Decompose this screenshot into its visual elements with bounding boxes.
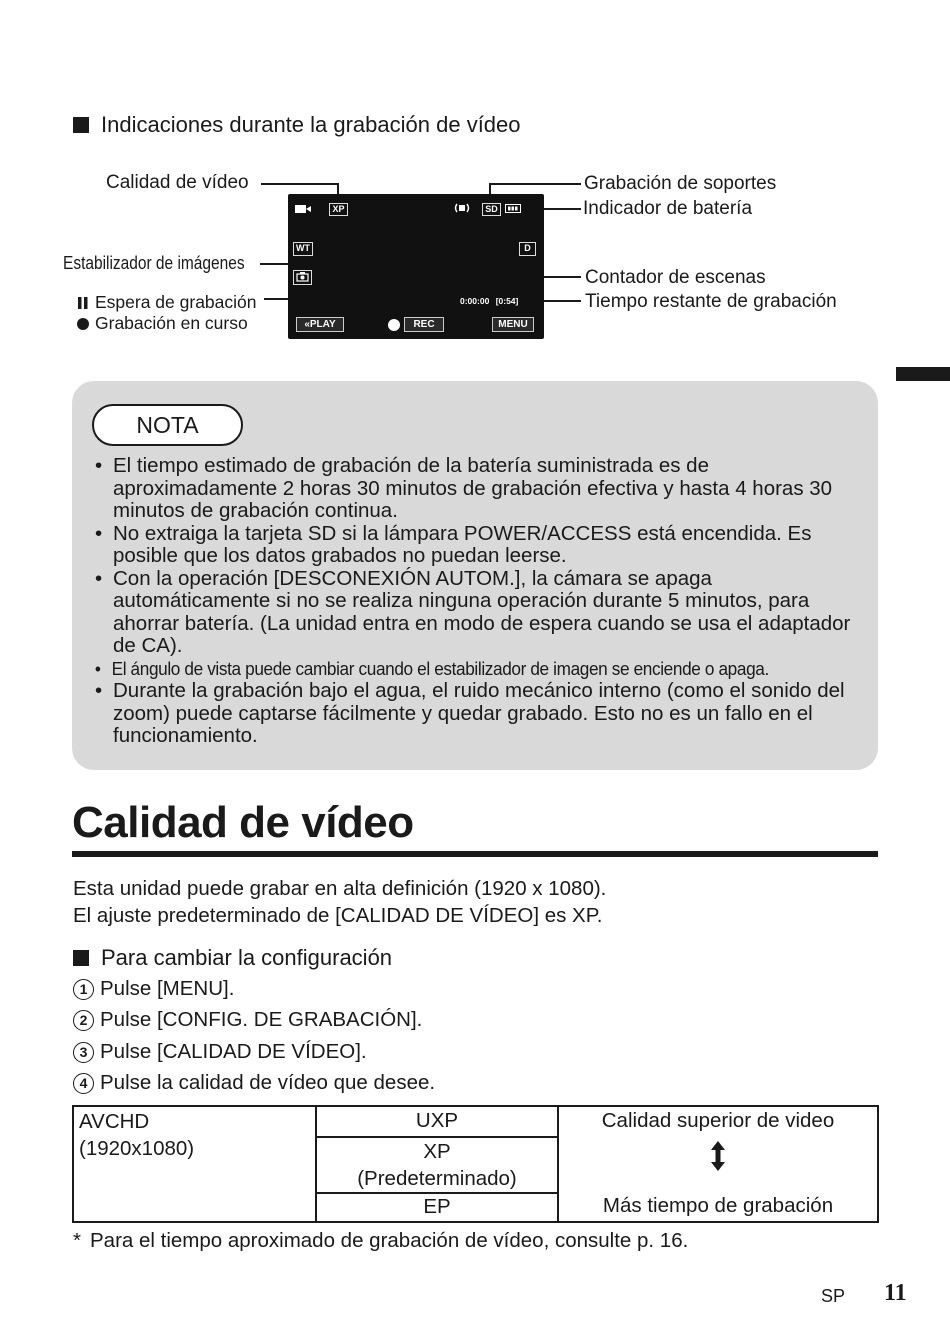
step-1: 1 Pulse [MENU].	[73, 977, 234, 1001]
video-mode-icon	[294, 203, 312, 214]
step-number-2: 2	[73, 1010, 94, 1031]
config-heading: Para cambiar la configuración	[73, 945, 392, 971]
nota-label: NOTA	[92, 404, 243, 446]
battery-icon	[505, 204, 521, 213]
quality-scale-cell	[558, 1106, 878, 1222]
square-bullet-icon	[73, 950, 89, 966]
label-soportes: Grabación de soportes	[584, 173, 777, 194]
label-grabando: Grabación en curso	[95, 313, 248, 333]
label-tiempo: Tiempo restante de grabación	[585, 291, 837, 312]
format-cell: AVCHD (1920x1080)	[73, 1106, 316, 1222]
step-number-3: 3	[73, 1042, 94, 1063]
quality-table	[72, 1105, 879, 1223]
camera-screen	[288, 194, 544, 339]
bottom-note: Más tiempo de grabación	[602, 1194, 834, 1217]
zoom-wt-icon: WT	[293, 242, 313, 256]
record-dot-icon	[76, 317, 90, 331]
scene-counter: 0:00:00	[460, 296, 490, 306]
xp-cell: XP (Predeterminado)	[316, 1137, 558, 1194]
rec-button[interactable]: REC	[404, 317, 444, 332]
section-tab-marker	[896, 367, 950, 381]
step-number-1: 1	[73, 979, 94, 1000]
page-number: 11	[884, 1280, 907, 1306]
intro-line-1: Esta unidad puede grabar en alta definición (1920 x 1080).	[73, 877, 607, 900]
label-grabando-row	[76, 313, 248, 334]
screen-counter-row	[460, 296, 518, 306]
display-d-icon: D	[519, 242, 536, 256]
play-button[interactable]: «PLAY	[296, 317, 344, 332]
note-item: • El ángulo de vista puede cambiar cuando el estabilizador de imagen se enciende o apaga.	[93, 658, 809, 681]
note-item: • No extraiga la tarjeta SD si la lámpara POWER/ACCESS está encendida. Es posible que los datos grabados no puedan leerse.	[93, 523, 863, 568]
note-item: • Con la operación [DESCONEXIÓN AUTOM.], la cámara se apaga automáticamente si no se realiza ninguna operación durante 5 minutos, para ahorrar batería. (La unidad entra en modo de espera cuando se usa el adaptador de CA).	[93, 568, 863, 658]
intro-line-2: El ajuste predeterminado de [CALIDAD DE VÍDEO] es XP.	[73, 904, 603, 927]
ep-cell: EP	[316, 1193, 558, 1222]
pause-icon	[77, 296, 89, 310]
uxp-cell: UXP	[316, 1106, 558, 1137]
note-item: • El tiempo estimado de grabación de la batería suministrada es de aproximadamente 2 horas 30 minutos de grabación efectiva y hasta 4 horas 30 minutos de grabación continua.	[93, 455, 863, 523]
note-box	[72, 381, 878, 770]
snapshot-camera-icon	[293, 270, 312, 285]
xp-quality-icon: XP	[329, 203, 348, 216]
note-list	[93, 455, 863, 748]
footnote-mark: *	[73, 1229, 81, 1252]
label-contador: Contador de escenas	[585, 267, 766, 288]
label-estabilizador: Estabilizador de imágenes	[63, 253, 245, 273]
step-3: 3 Pulse [CALIDAD DE VÍDEO].	[73, 1040, 367, 1064]
section-heading-indicaciones: Indicaciones durante la grabación de vídeo	[73, 112, 521, 138]
double-chevron-left-icon: «	[304, 319, 310, 330]
page-title: Calidad de vídeo	[72, 798, 414, 847]
label-bateria: Indicador de batería	[583, 198, 753, 219]
label-espera: Espera de grabación	[95, 292, 257, 312]
label-calidad-video: Calidad de vídeo	[106, 172, 249, 193]
step-4: 4 Pulse la calidad de vídeo que desee.	[73, 1071, 435, 1095]
up-down-arrow-icon	[564, 1141, 872, 1177]
footer-lang: SP	[821, 1286, 846, 1306]
footnote-text: Para el tiempo aproximado de grabación de vídeo, consulte p. 16.	[90, 1229, 689, 1252]
step-number-4: 4	[73, 1073, 94, 1094]
note-item: • Durante la grabación bajo el agua, el ruido mecánico interno (como el sonido del zoom) puede captarse fácilmente y quedar grabado. Esto no es un fallo en el funcionamiento.	[93, 680, 863, 748]
remaining-time: [0:54]	[495, 296, 519, 306]
intro-text	[73, 875, 606, 929]
stabilizer-icon	[454, 202, 470, 214]
footnote	[73, 1227, 688, 1254]
sd-media-icon: SD	[482, 203, 501, 216]
top-note: Calidad superior de video	[601, 1109, 835, 1132]
label-espera-row	[77, 292, 257, 313]
title-rule	[72, 851, 878, 857]
menu-button[interactable]: MENU	[492, 317, 534, 332]
step-2: 2 Pulse [CONFIG. DE GRABACIÓN].	[73, 1008, 422, 1032]
rec-dot-icon	[387, 318, 401, 337]
